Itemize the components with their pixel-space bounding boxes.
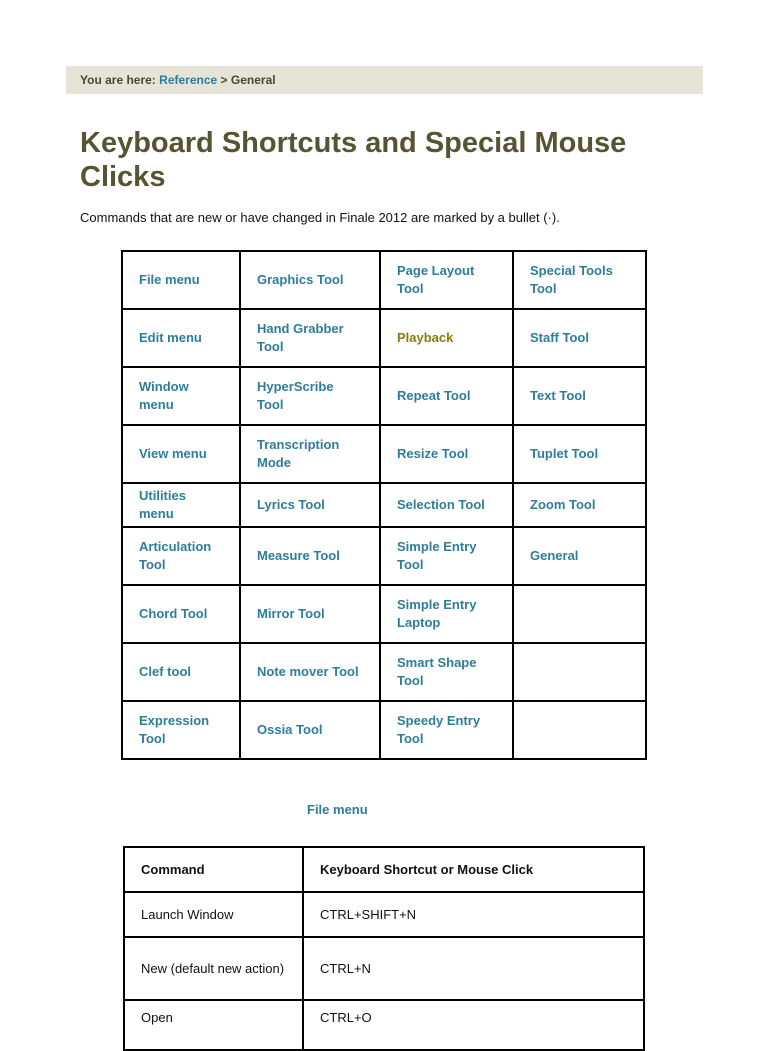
nav-link[interactable]: Edit menu — [122, 309, 240, 367]
table-row — [122, 367, 646, 425]
command-cell: Open — [124, 1000, 303, 1050]
nav-link[interactable]: Zoom Tool — [513, 483, 646, 527]
table-row — [122, 251, 646, 309]
commands-table — [123, 846, 645, 1051]
nav-link[interactable]: General — [513, 527, 646, 585]
nav-link[interactable]: Graphics Tool — [240, 251, 380, 309]
breadcrumb — [66, 66, 703, 94]
table-row — [122, 527, 646, 585]
nav-link[interactable]: Note mover Tool — [240, 643, 380, 701]
nav-link[interactable]: Simple Entry Laptop — [380, 585, 513, 643]
empty-cell — [513, 701, 646, 759]
table-row — [122, 643, 646, 701]
nav-link[interactable]: Hand Grabber Tool — [240, 309, 380, 367]
nav-link[interactable]: Simple Entry Tool — [380, 527, 513, 585]
command-cell: New (default new action) — [124, 937, 303, 1000]
nav-link-highlighted[interactable]: Playback — [380, 309, 513, 367]
table-row — [124, 937, 644, 1000]
shortcut-cell: CTRL+SHIFT+N — [303, 892, 644, 937]
breadcrumb-prefix: You are here: — [80, 73, 156, 87]
nav-link[interactable]: Mirror Tool — [240, 585, 380, 643]
column-header: Command — [124, 847, 303, 892]
nav-link[interactable]: Expression Tool — [122, 701, 240, 759]
nav-link[interactable]: HyperScribe Tool — [240, 367, 380, 425]
nav-link[interactable]: Clef tool — [122, 643, 240, 701]
nav-link[interactable]: Special Tools Tool — [513, 251, 646, 309]
nav-link[interactable]: Measure Tool — [240, 527, 380, 585]
table-row — [122, 483, 646, 527]
shortcut-cell: CTRL+N — [303, 937, 644, 1000]
nav-link[interactable]: File menu — [122, 251, 240, 309]
table-row — [124, 892, 644, 937]
command-cell: Launch Window — [124, 892, 303, 937]
nav-link[interactable]: Lyrics Tool — [240, 483, 380, 527]
column-header: Keyboard Shortcut or Mouse Click — [303, 847, 644, 892]
table-header-row — [124, 847, 644, 892]
nav-link[interactable]: Staff Tool — [513, 309, 646, 367]
table-row — [124, 1000, 644, 1050]
breadcrumb-link-reference[interactable]: Reference — [159, 73, 218, 87]
nav-link[interactable]: Smart Shape Tool — [380, 643, 513, 701]
page-title: Keyboard Shortcuts and Special Mouse Clicks — [80, 127, 627, 193]
nav-link[interactable]: Articulation Tool — [122, 527, 240, 585]
nav-link[interactable]: View menu — [122, 425, 240, 483]
table-row — [122, 309, 646, 367]
nav-link[interactable]: Repeat Tool — [380, 367, 513, 425]
section-heading-file-menu[interactable]: File menu — [307, 802, 368, 817]
table-row — [122, 701, 646, 759]
table-row — [122, 425, 646, 483]
nav-link[interactable]: Selection Tool — [380, 483, 513, 527]
nav-link[interactable]: Resize Tool — [380, 425, 513, 483]
breadcrumb-current: General — [230, 73, 276, 87]
nav-link[interactable]: Text Tool — [513, 367, 646, 425]
empty-cell — [513, 585, 646, 643]
nav-link[interactable]: Page Layout Tool — [380, 251, 513, 309]
shortcut-cell: CTRL+O — [303, 1000, 644, 1050]
nav-link[interactable]: Window menu — [122, 367, 240, 425]
nav-link[interactable]: Chord Tool — [122, 585, 240, 643]
nav-link[interactable]: Transcription Mode — [240, 425, 380, 483]
nav-link[interactable]: Utilities menu — [122, 483, 240, 527]
nav-link[interactable]: Speedy Entry Tool — [380, 701, 513, 759]
intro-text: Commands that are new or have changed in Finale 2012 are marked by a bullet (·). — [80, 210, 560, 225]
nav-link[interactable]: Ossia Tool — [240, 701, 380, 759]
shortcut-index-table — [121, 250, 647, 760]
empty-cell — [513, 643, 646, 701]
breadcrumb-separator: > — [220, 73, 228, 87]
table-row — [122, 585, 646, 643]
nav-link[interactable]: Tuplet Tool — [513, 425, 646, 483]
